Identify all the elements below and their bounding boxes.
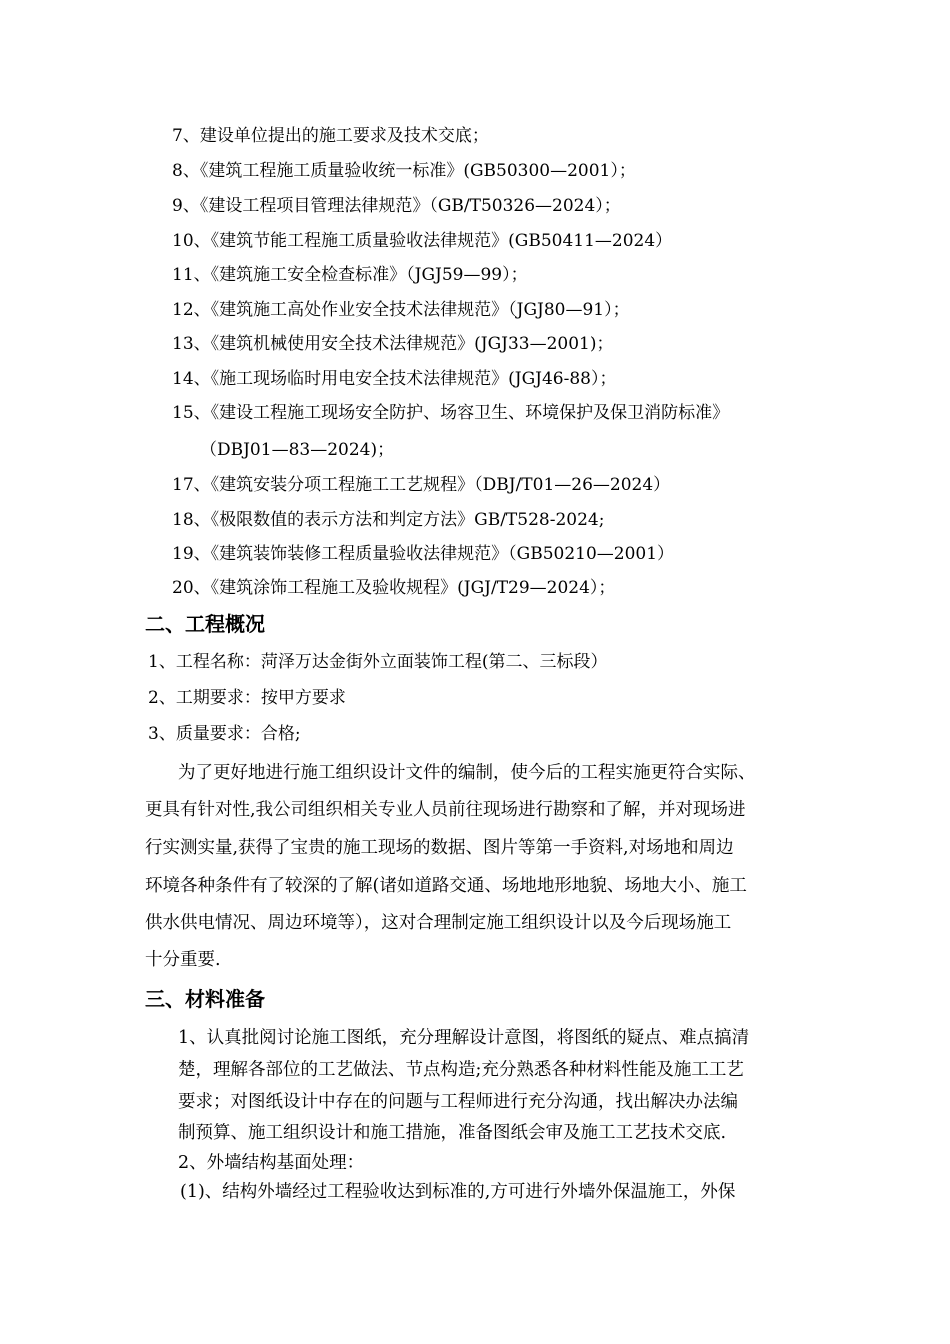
reference-item: 11、《建筑施工安全检查标准》（JGJ59—99）； (172, 265, 528, 285)
paragraph-line: 环境各种条件有了较深的了解(诸如道路交通、场地地形地貌、场地大小、施工 (145, 876, 747, 896)
material-line: (1)、结构外墙经过工程验收达到标准的,方可进行外墙外保温施工，外保 (180, 1182, 736, 1202)
schedule-item: 2、工期要求：按甲方要求 (148, 688, 346, 708)
section-heading-material-preparation: 三、材料准备 (145, 987, 265, 1011)
reference-item: 14、《施工现场临时用电安全技术法律规范》(JGJ46-88）； (172, 369, 617, 389)
material-line: 1、认真批阅讨论施工图纸，充分理解设计意图，将图纸的疑点、难点搞清 (178, 1028, 750, 1048)
material-subheading: 2、外墙结构基面处理： (178, 1153, 365, 1173)
section-heading-project-overview: 二、工程概况 (145, 612, 265, 636)
paragraph-line: 行实测实量,获得了宝贵的施工现场的数据、图片等第一手资料,对场地和周边 (145, 838, 734, 858)
reference-item: 17、《建筑安装分项工程施工工艺规程》（DBJ/T01—26—2024） (172, 475, 671, 495)
paragraph-line: 为了更好地进行施工组织设计文件的编制，使今后的工程实施更符合实际、 (178, 763, 756, 783)
reference-item: 13、《建筑机械使用安全技术法律规范》(JGJ33—2001)； (172, 334, 614, 354)
material-line: 楚，理解各部位的工艺做法、节点构造;充分熟悉各种材料性能及施工工艺 (178, 1060, 744, 1080)
material-line: 要求；对图纸设计中存在的问题与工程师进行充分沟通，找出解决办法编 (178, 1092, 738, 1112)
material-line: 制预算、施工组织设计和施工措施，准备图纸会审及施工工艺技术交底. (178, 1123, 727, 1143)
reference-item: 10、《建筑节能工程施工质量验收法律规范》(GB50411—2024） (172, 231, 673, 251)
reference-item: 7、建设单位提出的施工要求及技术交底； (172, 126, 489, 146)
reference-item: 12、《建筑施工高处作业安全技术法律规范》（JGJ80—91）； (172, 300, 630, 320)
paragraph-line: 十分重要. (145, 950, 221, 970)
reference-item: 18、《极限数值的表示方法和判定方法》GB/T528-2024; (172, 510, 605, 530)
paragraph-line: 供水供电情况、周边环境等），这对合理制定施工组织设计以及今后现场施工 (145, 913, 732, 933)
reference-item-continuation: （DBJ01—83—2024)； (200, 440, 395, 460)
reference-item: 8、《建筑工程施工质量验收统一标准》(GB50300—2001）； (172, 161, 636, 181)
project-name-item: 1、工程名称：菏泽万达金街外立面装饰工程(第二、三标段） (148, 652, 608, 672)
reference-item: 19、《建筑装饰装修工程质量验收法律规范》（GB50210—2001） (172, 544, 675, 564)
reference-item: 15、《建设工程施工现场安全防护、场容卫生、环境保护及保卫消防标准》 (172, 403, 730, 423)
reference-item: 20、《建筑涂饰工程施工及验收规程》(JGJ/T29—2024）； (172, 578, 616, 598)
reference-item: 9、《建设工程项目管理法律规范》（GB/T50326—2024）； (172, 196, 621, 216)
quality-item: 3、质量要求：合格; (148, 724, 301, 744)
paragraph-line: 更具有针对性,我公司组织相关专业人员前往现场进行勘察和了解，并对现场进 (145, 800, 746, 820)
